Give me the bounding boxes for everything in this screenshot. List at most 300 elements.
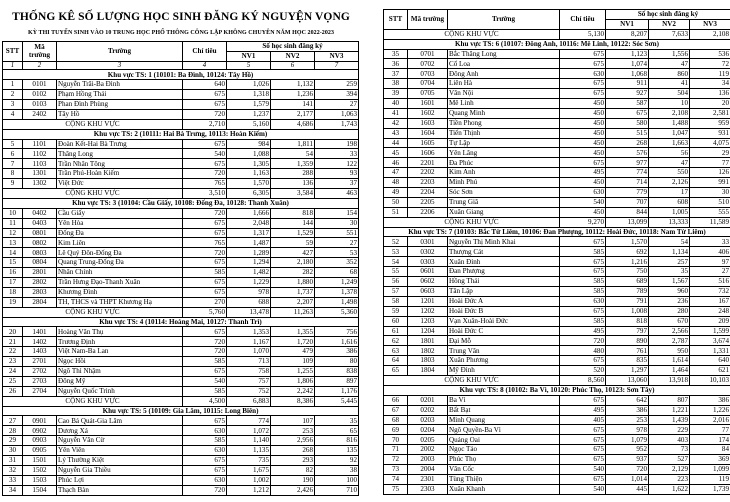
nv1-cell: 797: [606, 326, 649, 336]
nv1-cell: 713: [227, 357, 271, 367]
header-nv1: NV1: [227, 51, 271, 61]
school-name-cell: Lý Thường Kiệt: [57, 456, 183, 466]
nv3-cell: 551: [315, 228, 359, 238]
school-name-cell: Mỹ Đình: [448, 366, 560, 376]
quota-cell: 675: [183, 258, 227, 268]
nv3-cell: 536: [690, 49, 730, 59]
nv3-cell: 931: [690, 128, 730, 138]
school-name-cell: Kim Anh: [448, 168, 560, 178]
school-row: [3, 169, 359, 179]
nv2-cell: 54: [271, 149, 315, 159]
quota-cell: 675: [560, 267, 606, 277]
school-name-cell: Nguyễn Văn Cừ: [57, 436, 183, 446]
nv1-cell: 1,079: [606, 435, 649, 445]
header-registration-group: Số học sinh đăng ký: [606, 10, 730, 20]
school-code-cell: 1204: [408, 326, 448, 336]
nv3-cell: 640: [690, 356, 730, 366]
stt-cell: 65: [384, 366, 408, 376]
school-code-cell: 2701: [23, 357, 57, 367]
school-code-cell: 1201: [408, 296, 448, 306]
school-name-cell: Việt Nam-Ba Lan: [57, 347, 183, 357]
school-row: [384, 474, 730, 484]
school-row: [3, 248, 359, 258]
nv2-cell: 1,236: [271, 90, 315, 100]
registration-table-right: [383, 9, 730, 495]
stt-cell: 38: [384, 79, 408, 89]
stt-cell: 56: [384, 277, 408, 287]
school-code-cell: 1601: [408, 99, 448, 109]
nv2-cell: 818: [271, 208, 315, 218]
nv3-cell: 1,331: [690, 346, 730, 356]
school-row: [384, 326, 730, 336]
nv2-cell: 960: [649, 286, 690, 296]
nv1-cell: 580: [606, 118, 649, 128]
stt-cell: 14: [3, 248, 23, 258]
nv3-cell: 1,378: [315, 287, 359, 297]
stt-cell: 20: [3, 327, 23, 337]
quota-cell: 450: [560, 128, 606, 138]
column-number-row: [3, 61, 359, 70]
school-row: [384, 247, 730, 257]
region-title: Khu vực TS: 8 (10102: Ba Vì, 10120: Phúc Thọ, 10123: Sơn Tây): [384, 385, 730, 395]
quota-cell: 675: [183, 99, 227, 109]
document-title: THỐNG KÊ SỐ LƯỢNG HỌC SINH ĐĂNG KÝ NGUYỆN VỌNG: [12, 11, 350, 23]
school-name-cell: Bắc Thăng Long: [448, 49, 560, 59]
nv3-cell: 126: [690, 168, 730, 178]
total-nv1: 13,099: [606, 217, 649, 227]
stt-cell: 47: [384, 168, 408, 178]
header-school-code: Mã trường: [408, 10, 448, 30]
school-row: [3, 80, 359, 90]
nv2-cell: 1,529: [271, 228, 315, 238]
school-row: [3, 149, 359, 159]
nv3-cell: 84: [690, 445, 730, 455]
stt-cell: 75: [384, 484, 408, 494]
school-row: [3, 90, 359, 100]
nv1-cell: 1,068: [606, 69, 649, 79]
school-row: [3, 228, 359, 238]
nv1-cell: 1,123: [606, 49, 649, 59]
stt-cell: 6: [3, 149, 23, 159]
school-name-cell: Hoài Đức C: [448, 326, 560, 336]
nv3-cell: 991: [690, 178, 730, 188]
school-name-cell: Vân Nội: [448, 89, 560, 99]
total-nv1: 6,305: [227, 188, 271, 198]
quota-cell: 585: [183, 436, 227, 446]
nv1-cell: 890: [606, 336, 649, 346]
school-row: [384, 316, 730, 326]
school-code-cell: 2004: [408, 464, 448, 474]
region-total-row: [3, 188, 359, 198]
quota-cell: 765: [183, 238, 227, 248]
stt-cell: 8: [3, 169, 23, 179]
nv1-cell: 978: [606, 425, 649, 435]
school-row: [3, 426, 359, 436]
nv3-cell: 1,616: [315, 337, 359, 347]
school-code-cell: 0301: [408, 237, 448, 247]
nv1-cell: 1,317: [227, 228, 271, 238]
nv1-cell: 927: [606, 89, 649, 99]
nv3-cell: 38: [315, 465, 359, 475]
nv1-cell: 1,163: [227, 169, 271, 179]
nv2-cell: 2,108: [649, 108, 690, 118]
stt-cell: 69: [384, 425, 408, 435]
quota-cell: 675: [183, 90, 227, 100]
nv1-cell: 688: [227, 297, 271, 307]
school-name-cell: Minh Quang: [448, 415, 560, 425]
stt-cell: 60: [384, 316, 408, 326]
school-name-cell: Đa Phúc: [448, 158, 560, 168]
school-row: [3, 456, 359, 466]
nv2-cell: 550: [649, 168, 690, 178]
school-row: [3, 99, 359, 109]
nv3-cell: 35: [315, 416, 359, 426]
quota-cell: 495: [560, 405, 606, 415]
school-code-cell: 1503: [23, 475, 57, 485]
nv2-cell: 190: [271, 475, 315, 485]
nv2-cell: 1,255: [271, 367, 315, 377]
nv2-cell: 950: [649, 346, 690, 356]
nv2-cell: 2,207: [271, 297, 315, 307]
school-code-cell: 0801: [23, 228, 57, 238]
quota-cell: 450: [560, 148, 606, 158]
quota-cell: 630: [183, 475, 227, 485]
school-name-cell: Hoàng Văn Thụ: [57, 327, 183, 337]
nv3-cell: 621: [690, 366, 730, 376]
school-row: [384, 484, 730, 494]
header-school: Trường: [57, 42, 183, 62]
nv2-cell: 288: [271, 169, 315, 179]
quota-cell: 585: [560, 247, 606, 257]
nv1-cell: 789: [606, 286, 649, 296]
nv3-cell: 27: [690, 267, 730, 277]
nv1-cell: 752: [227, 386, 271, 396]
region-title: Khu vực TS: 3 (10104: Cầu Giấy, 10108: Đống Đa, 10128: Thanh Xuân): [3, 198, 359, 208]
school-row: [384, 257, 730, 267]
stt-cell: 4: [3, 109, 23, 119]
header-row: [384, 10, 730, 20]
nv1-cell: 984: [227, 139, 271, 149]
region-total-row: [384, 29, 730, 39]
school-row: [384, 89, 730, 99]
column-number: 6: [271, 61, 315, 70]
region-header-row: [3, 317, 359, 327]
stt-cell: 43: [384, 128, 408, 138]
quota-cell: 540: [183, 376, 227, 386]
school-code-cell: 1301: [23, 169, 57, 179]
stt-cell: 34: [3, 485, 23, 495]
nv2-cell: 293: [271, 456, 315, 466]
nv3-cell: 3,674: [690, 336, 730, 346]
nv1-cell: 779: [606, 188, 649, 198]
stt-cell: 21: [3, 337, 23, 347]
total-label: CỘNG KHU VỰC: [384, 375, 560, 385]
region-header-row: [384, 385, 730, 395]
nv3-cell: 119: [690, 69, 730, 79]
nv3-cell: 1,739: [690, 484, 730, 494]
stt-cell: 37: [384, 69, 408, 79]
total-nv3: 5,360: [315, 307, 359, 317]
nv2-cell: 1,488: [649, 118, 690, 128]
nv1-cell: 445: [606, 484, 649, 494]
school-code-cell: 0202: [408, 405, 448, 415]
nv2-cell: 73: [649, 445, 690, 455]
stt-cell: 67: [384, 405, 408, 415]
quota-cell: 720: [183, 208, 227, 218]
total-nv2: 8,386: [271, 396, 315, 406]
nv1-cell: 1,026: [227, 80, 271, 90]
total-nv3: 11,589: [690, 217, 730, 227]
school-code-cell: 0903: [23, 436, 57, 446]
school-name-cell: Ngọc Tảo: [448, 445, 560, 455]
school-row: [3, 159, 359, 169]
school-row: [3, 485, 359, 495]
header-nv3: NV3: [690, 19, 730, 29]
nv1-cell: 978: [227, 287, 271, 297]
stt-cell: 52: [384, 237, 408, 247]
header-quota: Chỉ tiêu: [183, 42, 227, 62]
school-name-cell: Ngọc Hồi: [57, 357, 183, 367]
document-subtitle: KỲ THI TUYỂN SINH VÀO 10 TRUNG HỌC PHỔ THÔNG CÔNG LẬP KHÔNG CHUYÊN NĂM HỌC 2022-2023: [27, 30, 334, 36]
school-row: [3, 376, 359, 386]
header-stt: STT: [384, 10, 408, 30]
school-code-cell: 0702: [408, 59, 448, 69]
school-name-cell: Nguyễn Thị Minh Khai: [448, 237, 560, 247]
nv2-cell: 1,567: [649, 277, 690, 287]
stt-cell: 32: [3, 465, 23, 475]
quota-cell: 675: [560, 49, 606, 59]
school-code-cell: 0901: [23, 416, 57, 426]
school-row: [3, 347, 359, 357]
nv1-cell: 1,229: [227, 277, 271, 287]
nv2-cell: 223: [649, 474, 690, 484]
stt-cell: 42: [384, 118, 408, 128]
school-code-cell: 0101: [23, 80, 57, 90]
nv2-cell: 1,663: [649, 138, 690, 148]
school-row: [384, 59, 730, 69]
nv2-cell: 1,005: [649, 207, 690, 217]
school-row: [3, 446, 359, 456]
school-row: [384, 346, 730, 356]
school-code-cell: 2804: [23, 297, 57, 307]
school-row: [384, 425, 730, 435]
school-row: [3, 297, 359, 307]
header-row: [3, 42, 359, 52]
nv2-cell: 35: [649, 267, 690, 277]
stt-cell: 7: [3, 159, 23, 169]
school-row: [3, 327, 359, 337]
quota-cell: 675: [560, 59, 606, 69]
nv2-cell: 109: [271, 357, 315, 367]
nv2-cell: 807: [649, 395, 690, 405]
total-nv3: 10,103: [690, 375, 730, 385]
column-number: 7: [315, 61, 359, 70]
nv2-cell: 10: [649, 99, 690, 109]
nv2-cell: 1,134: [649, 247, 690, 257]
school-name-cell: Việt Đức: [57, 179, 183, 189]
stt-cell: 26: [3, 386, 23, 396]
region-total-row: [3, 119, 359, 129]
nv2-cell: 47: [649, 158, 690, 168]
nv3-cell: 33: [315, 149, 359, 159]
region-header-row: [3, 129, 359, 139]
nv3-cell: 122: [315, 159, 359, 169]
school-name-cell: Mê Linh: [448, 99, 560, 109]
quota-cell: 495: [560, 326, 606, 336]
nv3-cell: 30: [315, 218, 359, 228]
school-row: [384, 178, 730, 188]
school-name-cell: Quang Trung-Đống Đa: [57, 258, 183, 268]
total-nv2: 13,333: [649, 217, 690, 227]
school-row: [3, 436, 359, 446]
school-code-cell: 1502: [23, 465, 57, 475]
school-name-cell: Thạch Bàn: [57, 485, 183, 495]
stt-cell: 36: [384, 59, 408, 69]
stt-cell: 55: [384, 267, 408, 277]
school-name-cell: Liên Hà: [448, 79, 560, 89]
nv1-cell: 1,072: [227, 426, 271, 436]
nv1-cell: 714: [606, 178, 649, 188]
nv2-cell: 1,614: [649, 356, 690, 366]
nv3-cell: 1,599: [690, 326, 730, 336]
nv1-cell: 1,135: [227, 446, 271, 456]
stt-cell: 23: [3, 357, 23, 367]
stt-cell: 35: [384, 49, 408, 59]
school-code-cell: 2801: [23, 268, 57, 278]
nv3-cell: 2,016: [690, 415, 730, 425]
school-row: [3, 139, 359, 149]
total-label: CỘNG KHU VỰC: [3, 188, 183, 198]
school-name-cell: Thượng Cát: [448, 247, 560, 257]
school-name-cell: Nguyễn Gia Thiều: [57, 465, 183, 475]
school-code-cell: 2206: [408, 207, 448, 217]
quota-cell: 630: [560, 188, 606, 198]
nv1-cell: 1,237: [227, 109, 271, 119]
school-code-cell: 0804: [23, 258, 57, 268]
nv1-cell: 818: [606, 316, 649, 326]
school-row: [384, 207, 730, 217]
nv2-cell: 59: [271, 238, 315, 248]
stt-cell: 74: [384, 474, 408, 484]
school-name-cell: Trần Nhân Tông: [57, 159, 183, 169]
nv2-cell: 257: [649, 257, 690, 267]
nv2-cell: 1,806: [271, 376, 315, 386]
quota-cell: 585: [183, 357, 227, 367]
header-nv1: NV1: [606, 19, 649, 29]
total-nv2: 3,584: [271, 188, 315, 198]
header-quota: Chỉ tiêu: [560, 10, 606, 30]
nv1-cell: 1,305: [227, 159, 271, 169]
school-name-cell: Phạm Hồng Thái: [57, 90, 183, 100]
stt-cell: 46: [384, 158, 408, 168]
quota-cell: 630: [183, 426, 227, 436]
school-name-cell: Khương Đình: [57, 287, 183, 297]
nv3-cell: 53: [315, 248, 359, 258]
header-stt: STT: [3, 42, 23, 62]
nv2-cell: 1,622: [649, 484, 690, 494]
nv1-cell: 268: [606, 138, 649, 148]
nv2-cell: 670: [649, 316, 690, 326]
school-code-cell: 2203: [408, 178, 448, 188]
school-row: [3, 277, 359, 287]
school-row: [384, 277, 730, 287]
nv2-cell: 479: [271, 347, 315, 357]
total-label: CỘNG KHU VỰC: [384, 217, 560, 227]
school-code-cell: 1203: [408, 316, 448, 326]
school-code-cell: 1603: [408, 118, 448, 128]
quota-cell: 450: [560, 138, 606, 148]
school-name-cell: Trương Định: [57, 337, 183, 347]
stt-cell: 19: [3, 297, 23, 307]
nv2-cell: 1,047: [649, 128, 690, 138]
nv3-cell: 77: [690, 158, 730, 168]
school-code-cell: 0703: [408, 69, 448, 79]
nv1-cell: 1,216: [606, 257, 649, 267]
nv3-cell: 1,226: [690, 405, 730, 415]
nv2-cell: 56: [649, 148, 690, 158]
right-page: [383, 0, 730, 502]
school-code-cell: 1403: [23, 347, 57, 357]
region-total-row: [3, 396, 359, 406]
nv2-cell: 504: [649, 89, 690, 99]
nv1-cell: 1,289: [227, 248, 271, 258]
school-row: [384, 296, 730, 306]
nv3-cell: 386: [315, 347, 359, 357]
school-row: [3, 357, 359, 367]
nv2-cell: 2,787: [649, 336, 690, 346]
nv1-cell: 937: [606, 455, 649, 465]
school-name-cell: Hồng Thái: [448, 277, 560, 287]
stt-cell: 49: [384, 188, 408, 198]
school-name-cell: Phúc Thọ: [448, 455, 560, 465]
school-row: [384, 128, 730, 138]
region-total-row: [384, 375, 730, 385]
total-quota: 3,510: [183, 188, 227, 198]
nv2-cell: 1,880: [271, 277, 315, 287]
school-name-cell: Ba Vì: [448, 395, 560, 405]
school-code-cell: 1803: [408, 356, 448, 366]
school-name-cell: Hoài Đức A: [448, 296, 560, 306]
nv3-cell: 4,075: [690, 138, 730, 148]
nv2-cell: 107: [271, 416, 315, 426]
nv1-cell: 642: [606, 395, 649, 405]
nv2-cell: 141: [271, 99, 315, 109]
region-title: Khu vực TS: 4 (10114: Hoàng Mai, 10127: Thanh Trì): [3, 317, 359, 327]
nv2-cell: 403: [649, 435, 690, 445]
nv3-cell: 756: [315, 327, 359, 337]
quota-cell: 540: [560, 484, 606, 494]
school-name-cell: Vân Cốc: [448, 464, 560, 474]
school-name-cell: Tiền Phong: [448, 118, 560, 128]
column-number: 4: [183, 61, 227, 70]
quota-cell: 675: [183, 228, 227, 238]
school-code-cell: 0601: [408, 267, 448, 277]
region-header-row: [3, 70, 359, 80]
table-body-left: [3, 42, 359, 496]
total-label: CỘNG KHU VỰC: [3, 307, 183, 317]
nv2-cell: 280: [649, 306, 690, 316]
header-school: Trường: [448, 10, 560, 30]
school-row: [384, 464, 730, 474]
quota-cell: 450: [560, 178, 606, 188]
school-code-cell: 2802: [23, 277, 57, 287]
nv3-cell: 732: [690, 286, 730, 296]
nv2-cell: 1,439: [649, 415, 690, 425]
nv1-cell: 1,482: [227, 268, 271, 278]
quota-cell: 675: [560, 474, 606, 484]
stt-cell: 68: [384, 415, 408, 425]
nv2-cell: 1,556: [649, 49, 690, 59]
